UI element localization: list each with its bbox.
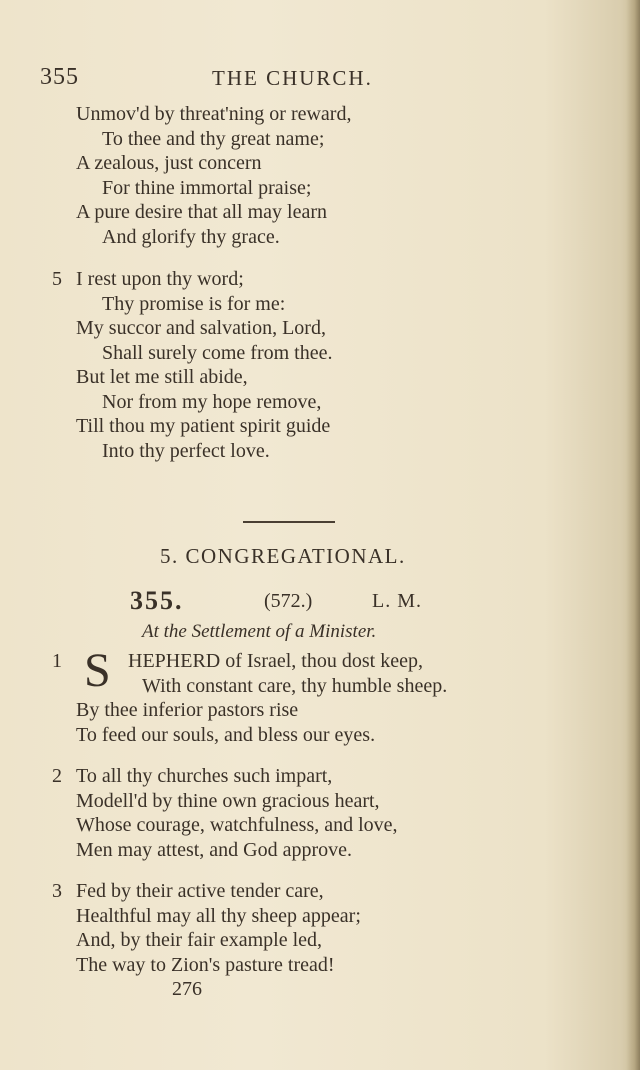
verse-line-text: Shall surely come from thee. [102,341,333,364]
verse-line [48,789,608,814]
verse-line [48,723,608,748]
verse-line [48,292,608,317]
running-head [40,64,600,94]
hymn-header [0,586,640,616]
verse-line-text: Thy promise is for me: [102,292,286,315]
verse-line-text: To all thy churches such impart, [76,765,333,787]
verse-line [48,390,608,415]
verse-line-text: Modell'd by thine own gracious heart, [76,789,380,812]
verse-line-text: Unmov'd by threat'ning or reward, [76,103,352,125]
verse-number: 3 [52,880,62,902]
running-title: THE CHURCH. [212,66,373,90]
verse-line-text: And, by their fair example led, [76,929,323,951]
verse-line [48,928,608,953]
hymn-verse-1 [48,644,608,747]
verse-line-text: To feed our souls, and bless our eyes. [76,723,376,746]
verse-line-text: Into thy perfect love. [102,439,270,462]
verse-line [48,200,608,225]
dropcap-letter: S [84,644,111,697]
verse-line [48,674,608,699]
verse-line-text: Nor from my hope remove, [102,390,322,413]
verse-line-text: HEPHERD of Israel, thou dost keep, [128,650,423,672]
verse-line [48,813,608,838]
hymn-number: 355. [130,586,184,615]
verse-line-text: Men may attest, and God approve. [76,838,353,861]
verse-line [48,225,608,250]
verse-line-text: By thee inferior pastors rise [76,699,299,721]
section-title: 5. CONGREGATIONAL. [160,544,406,568]
verse-line [48,439,608,464]
verse-line-text: To thee and thy great name; [102,127,325,150]
verse-line [48,127,608,152]
verse-line-text: I rest upon thy word; [76,268,244,290]
page-edge-shadow [626,0,640,1070]
verse-line [48,414,608,439]
verse-line [48,764,608,789]
verse-line-text: Healthful may all thy sheep appear; [76,904,361,927]
verse-line [48,904,608,929]
verse-line-text: Fed by their active tender care, [76,880,324,902]
signature-mark: 276 [172,978,202,1000]
verse-number: 5 [52,268,62,290]
verse-line [48,176,608,201]
verse-line-text: The way to Zion's pasture tread! [76,953,335,976]
verse-line [48,267,608,292]
hymn-verse-2 [48,764,608,862]
verse-number: 2 [52,765,62,787]
verse-block-top [48,102,608,249]
page-number: 355 [40,64,79,90]
verse-line [48,953,608,978]
section-divider [243,521,335,523]
verse-line-text: Whose courage, watchfulness, and love, [76,814,398,836]
verse-line-text: A pure desire that all may learn [76,201,328,223]
verse-number: 1 [52,650,62,672]
verse-line-text: But let me still abide, [76,366,248,388]
verse-line [48,365,608,390]
verse-line-text: For thine immortal praise; [102,176,312,199]
verse-line-text: A zealous, just concern [76,152,262,174]
hymn-alt-number: (572.) [264,590,313,612]
verse-line [48,341,608,366]
verse-block-5 [48,267,608,463]
verse-line-text: My succor and salvation, Lord, [76,317,326,339]
verse-line [48,316,608,341]
verse-line [48,879,608,904]
verse-line-text: With constant care, thy humble sheep. [142,674,448,697]
verse-line [48,151,608,176]
hymn-verse-3 [48,879,608,977]
verse-line [48,698,608,723]
hymn-meter: L. M. [372,590,422,612]
verse-line [48,838,608,863]
verse-line-text: Till thou my patient spirit guide [76,415,331,437]
verse-line [48,102,608,127]
verse-line-text: And glorify thy grace. [102,225,280,248]
hymn-occasion: At the Settlement of a Minister. [142,621,377,642]
